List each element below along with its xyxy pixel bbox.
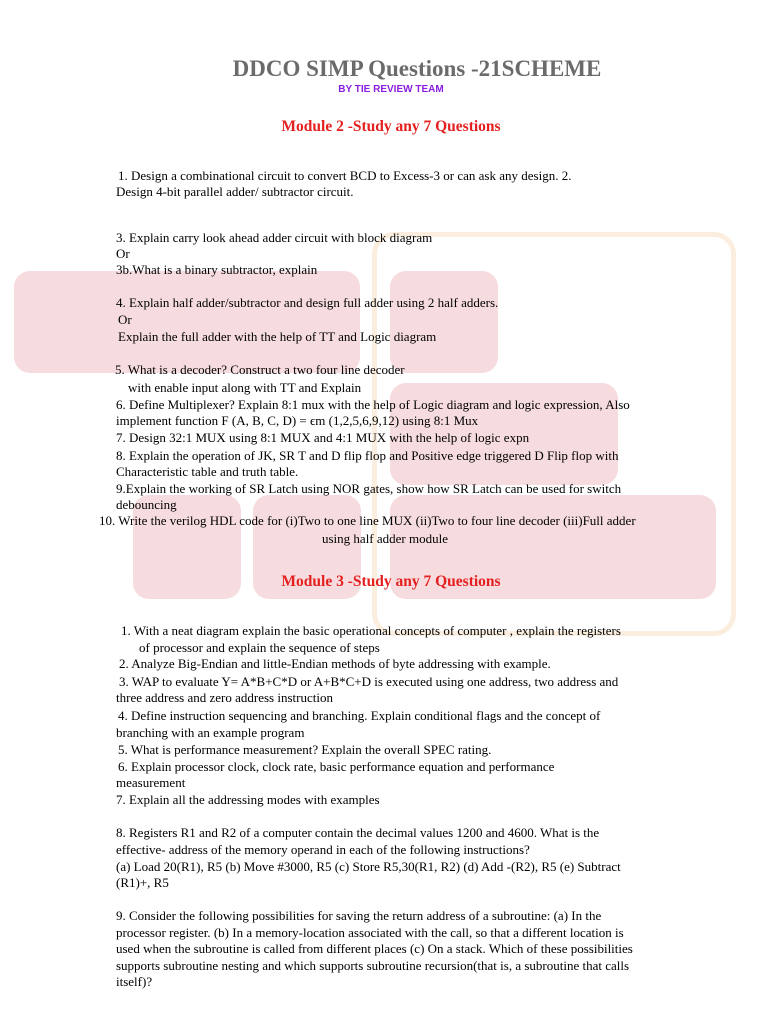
question-line: 8. Registers R1 and R2 of a computer contain the decimal values 1200 and 4600. What is the <box>116 825 600 840</box>
question-line: (a) Load 20(R1), R5 (b) Move #3000, R5 (c) Store R5,30(R1, R2) (d) Add -(R2), R5 (e) Subtract <box>116 859 621 874</box>
question-line: 1. With a neat diagram explain the basic operational concepts of computer , explain the registers <box>121 623 621 638</box>
question-line: 6. Define Multiplexer? Explain 8:1 mux with the help of Logic diagram and logic expression, Also <box>116 397 630 412</box>
question-line: 9. Consider the following possibilities for saving the return address of a subroutine: (a) In the <box>116 908 602 923</box>
question-line: processor register. (b) In a memory-location associated with the call, so that a different location is <box>116 925 624 940</box>
question-line: 3. WAP to evaluate Y= A*B+C*D or A+B*C+D is executed using one address, two address and <box>119 674 619 689</box>
question-line: using half adder module <box>322 531 448 546</box>
question-line: used when the subroutine is called from different places (c) On a stack. Which of these possibilities <box>116 941 633 956</box>
question-line: Or <box>116 246 130 261</box>
question-line: branching with an example program <box>116 725 305 740</box>
question-line: 4. Define instruction sequencing and branching. Explain conditional flags and the concept of <box>118 708 601 723</box>
page-title: DDCO SIMP Questions -21SCHEME <box>232 56 602 81</box>
question-line: 3b.What is a binary subtractor, explain <box>116 262 318 277</box>
question-line: 6. Explain processor clock, clock rate, basic performance equation and performance <box>118 759 555 774</box>
question-line: effective- address of the memory operand in each of the following instructions? <box>116 842 530 857</box>
question-line: supports subroutine nesting and which supports subroutine recursion(that is, a subroutine that calls <box>116 958 630 973</box>
question-line: 9.Explain the working of SR Latch using NOR gates, show how SR Latch can be used for switch <box>116 481 622 496</box>
question-line: (R1)+, R5 <box>116 875 169 890</box>
question-line: itself)? <box>116 974 153 989</box>
question-line: three address and zero address instruction <box>116 690 333 705</box>
module-3-heading: Module 3 -Study any 7 Questions <box>281 573 501 590</box>
question-line: 2. Analyze Big-Endian and little-Endian methods of byte addressing with example. <box>119 656 551 671</box>
question-line: Design 4-bit parallel adder/ subtractor circuit. <box>116 184 354 199</box>
question-line: Characteristic table and truth table. <box>116 464 299 479</box>
question-line: measurement <box>116 775 186 790</box>
question-line: 7. Explain all the addressing modes with examples <box>116 792 380 807</box>
question-line: with enable input along with TT and Explain <box>128 380 362 395</box>
question-line: 3. Explain carry look ahead adder circuit with block diagram <box>116 230 433 245</box>
question-line: Or <box>118 312 132 327</box>
question-line: 10. Write the verilog HDL code for (i)Two to one line MUX (ii)Two to four line decoder (iii)Full adder <box>99 513 636 528</box>
question-line: 8. Explain the operation of JK, SR T and D flip flop and Positive edge triggered D Flip flop with <box>116 448 619 463</box>
question-line: debouncing <box>116 497 177 512</box>
question-line: 5. What is performance measurement? Explain the overall SPEC rating. <box>118 742 492 757</box>
page-subtitle: BY TIE REVIEW TEAM <box>338 84 444 95</box>
question-line: of processor and explain the sequence of steps <box>139 640 380 655</box>
question-line: 5. What is a decoder? Construct a two four line decoder <box>115 362 405 377</box>
question-line: 1. Design a combinational circuit to convert BCD to Excess-3 or can ask any design. 2. <box>118 168 572 183</box>
question-line: Explain the full adder with the help of TT and Logic diagram <box>118 329 437 344</box>
module-2-heading: Module 2 -Study any 7 Questions <box>281 118 501 135</box>
question-line: 7. Design 32:1 MUX using 8:1 MUX and 4:1 MUX with the help of logic expn <box>116 430 530 445</box>
watermark-block <box>14 271 360 373</box>
question-line: 4. Explain half adder/subtractor and design full adder using 2 half adders. <box>116 295 499 310</box>
question-line: implement function F (A, B, C, D) = ϵm (1,2,5,6,9,12) using 8:1 Mux <box>116 413 479 428</box>
